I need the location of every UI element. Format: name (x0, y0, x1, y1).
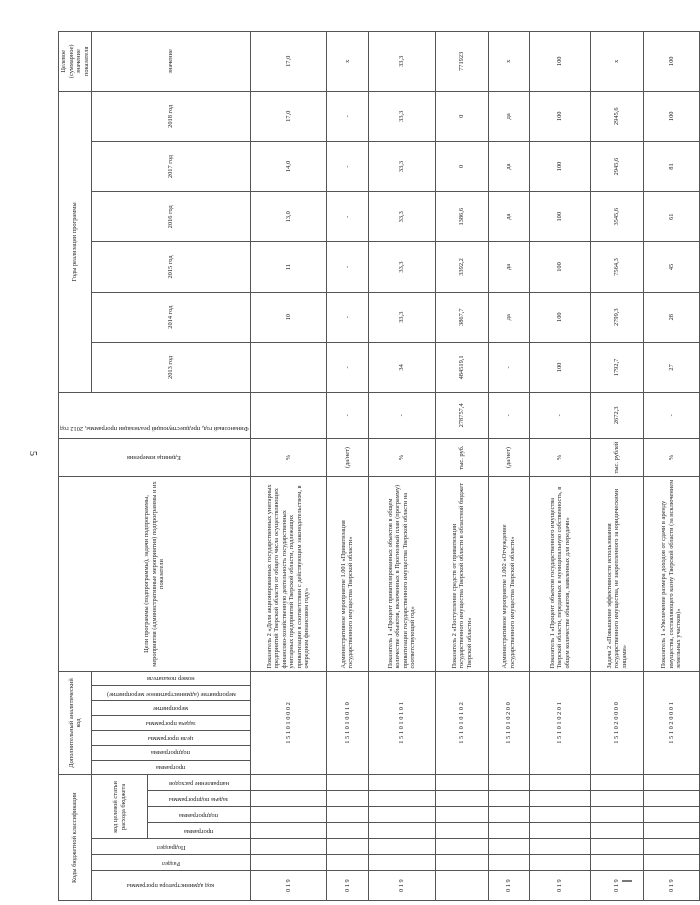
empty-code-cell (488, 855, 529, 871)
empty-code-cell (591, 855, 643, 871)
empty-code-cell (250, 839, 326, 855)
unit-cell: (да/нет) (327, 438, 368, 477)
empty-code-cell (436, 791, 488, 807)
analytic-code-cell: 1 5 1 0 2 0 0 0 1 (643, 671, 700, 775)
target-value-cell: x (591, 32, 643, 92)
year-value-cell: 33,3 (368, 141, 436, 191)
year-value-cell: 3545,6 (591, 192, 643, 242)
target-value-cell: x (327, 32, 368, 92)
empty-code-cell (368, 775, 436, 791)
base-year-cell: - (327, 393, 368, 439)
target-value-header: значение (92, 32, 251, 92)
year-value-cell: 33,3 (368, 91, 436, 141)
goal-description-cell: Показатель 1 «Увеличение размера доходов от сдачи в аренду имущества, составляющего казну Тверской области (за исключением земельных участков)» (643, 477, 700, 671)
target-group-header: Целевое (суммарное) значение показателя (59, 32, 92, 92)
year-value-cell: 33,3 (368, 292, 436, 342)
year-value-cell: 81 (643, 141, 700, 191)
year-value-cell: - (488, 342, 529, 392)
direction-code-label: направление расходов (168, 779, 230, 787)
subprogram-code-label: подпрограмма (179, 811, 219, 819)
extra-program-label: программа (156, 764, 186, 772)
subprogram-code-header (148, 807, 250, 823)
unit-cell: % (530, 438, 591, 477)
events-label: мероприятие (153, 704, 189, 712)
table-row (368, 32, 436, 901)
year-value-cell: 11 (250, 242, 326, 292)
year-value-cell: 7564,3 (591, 242, 643, 292)
analytic-code-cell: 1 5 1 0 1 0 0 1 0 (327, 671, 368, 775)
year-value-cell: 2945,6 (591, 91, 643, 141)
year-value-cell: - (327, 342, 368, 392)
analytic-code-cell: 1 5 1 0 1 0 0 0 2 (250, 671, 326, 775)
goals-column-header: Цели программы (подпрограммы), задачи подпрограммы, мероприятия (административные мероприятия) подпрограммы и их показатели (59, 477, 251, 671)
empty-code-cell (488, 807, 529, 823)
task-code-header (148, 791, 250, 807)
unit-cell: (да/нет) (488, 438, 529, 477)
year-value-cell: 100 (530, 242, 591, 292)
empty-code-cell (327, 807, 368, 823)
empty-code-cell (643, 791, 700, 807)
empty-code-cell (488, 775, 529, 791)
year-value-cell: да (488, 91, 529, 141)
program-goal-label: цели программы (148, 734, 194, 742)
empty-code-cell (530, 839, 591, 855)
subsection-label: Подраздел (156, 843, 186, 851)
program-code-header (148, 823, 250, 839)
year-value-cell: 17,0 (250, 91, 326, 141)
unit-cell: % (250, 438, 326, 477)
table-row (643, 32, 700, 901)
analytic-code-cell: 1 5 1 0 1 0 2 0 0 (488, 671, 529, 775)
empty-code-cell (368, 855, 436, 871)
empty-code-cell (327, 839, 368, 855)
empty-code-cell (591, 823, 643, 839)
year-value-cell: 0 (436, 141, 488, 191)
admin-code-cell: 0 1 9 (530, 871, 591, 901)
target-value-cell: 100 (643, 32, 700, 92)
year-value-cell: 3867,7 (436, 292, 488, 342)
year-value-cell: 100 (530, 192, 591, 242)
empty-code-cell (327, 823, 368, 839)
year-value-cell: - (327, 292, 368, 342)
section-header (92, 855, 251, 871)
program-goal-header (92, 730, 251, 745)
unit-cell: тыс. руб. (436, 438, 488, 477)
year-2017-header: 2017 год (92, 141, 251, 191)
table-row (250, 32, 326, 901)
section-label: Раздел (161, 859, 180, 867)
empty-code-cell (368, 823, 436, 839)
empty-code-cell (643, 775, 700, 791)
admin-events-label: мероприятие (административное мероприятие) (106, 691, 236, 699)
base-year-cell: 2672,3 (591, 393, 643, 439)
year-value-cell: 2945,6 (591, 141, 643, 191)
admin-code-cell: 0 1 9 (488, 871, 529, 901)
analytic-code-cell: 1 5 1 0 1 0 2 0 1 (530, 671, 591, 775)
indicator-num-header (92, 671, 251, 686)
base-year-cell: - (488, 393, 529, 439)
year-value-cell: 100 (530, 342, 591, 392)
empty-code-cell (368, 791, 436, 807)
empty-code-cell (436, 775, 488, 791)
empty-code-cell (488, 839, 529, 855)
year-value-cell: 100 (530, 141, 591, 191)
year-value-cell: 61 (643, 192, 700, 242)
empty-code-cell (643, 807, 700, 823)
table-row (591, 32, 643, 901)
extra-subprogram-label: подпрограмма (151, 749, 191, 757)
page-number: 5 (27, 451, 38, 456)
unit-column-header (59, 438, 251, 477)
unit-cell: % (368, 438, 436, 477)
year-value-cell: - (327, 192, 368, 242)
empty-code-cell (591, 839, 643, 855)
year-value-cell: 100 (530, 292, 591, 342)
table-row (530, 32, 591, 901)
target-item-code-header: код целевой статьи расхода бюджета (92, 775, 148, 839)
analytic-code-cell: 1 5 1 0 1 0 1 0 2 (436, 671, 488, 775)
empty-code-cell (488, 791, 529, 807)
goal-description-cell: Задача 2 «Повышение эффективности использования государственного имущества, не закрепленного за юридическими лицами» (591, 477, 643, 671)
empty-code-cell (643, 839, 700, 855)
year-value-cell: - (327, 242, 368, 292)
year-2018-header: 2018 год (92, 91, 251, 141)
year-value-cell: - (327, 91, 368, 141)
target-value-cell: 17,0 (250, 32, 326, 92)
admin-code-cell: 0 1 9 (591, 871, 643, 901)
rotated-table-container (58, 31, 683, 901)
admin-code-cell (436, 871, 488, 901)
admin-code-cell: 0 1 9 (327, 871, 368, 901)
year-value-cell: 0 (436, 91, 488, 141)
goal-description-cell: Показатель 1 «Процент объектов государственного имущества Тверской области, переданных в муниципальную собственность, в общем количестве объектов, заявленных для передачи» (530, 477, 591, 671)
year-value-cell: 3392,2 (436, 242, 488, 292)
empty-code-cell (591, 791, 643, 807)
goal-description-cell: Показатель 2 «Поступление средств от приватизации государственного имущества Тверской области в областной бюджет Тверской области» (436, 477, 488, 671)
analytic-code-cell: 1 5 1 0 1 0 1 0 1 (368, 671, 436, 775)
empty-code-cell (530, 791, 591, 807)
year-2013-header: 2013 год (92, 342, 251, 392)
events-header (92, 701, 251, 716)
empty-code-cell (530, 807, 591, 823)
scan-mark (622, 880, 632, 882)
admin-code-header (92, 871, 251, 901)
base-year-cell: 278757,4 (436, 393, 488, 439)
empty-code-cell (436, 839, 488, 855)
year-value-cell: 45 (643, 242, 700, 292)
empty-code-cell (327, 855, 368, 871)
year-value-cell: 100 (530, 91, 591, 141)
year-value-cell: - (327, 141, 368, 191)
year-value-cell: 100 (643, 91, 700, 141)
year-2014-header: 2014 год (92, 292, 251, 342)
target-value-cell: 33,3 (368, 32, 436, 92)
year-value-cell: 1386,6 (436, 192, 488, 242)
year-2015-header: 2015 год (92, 242, 251, 292)
goal-description-cell: Административное мероприятие 1.001 «Приватизация государственного имущества Тверской области» (327, 477, 368, 671)
admin-code-cell: 0 1 9 (368, 871, 436, 901)
admin-code-cell: 0 1 9 (643, 871, 700, 901)
table-row (488, 32, 529, 901)
table-row (436, 32, 488, 901)
base-year-cell: - (368, 393, 436, 439)
year-value-cell (250, 342, 326, 392)
empty-code-cell (530, 775, 591, 791)
program-indicators-table (58, 31, 700, 901)
direction-code-header (148, 775, 250, 791)
year-value-cell: 33,3 (368, 192, 436, 242)
empty-code-cell (368, 839, 436, 855)
years-group-header: Годы реализации программы (59, 91, 92, 392)
year-value-cell: 27 (643, 342, 700, 392)
year-value-cell: 484519,1 (436, 342, 488, 392)
empty-code-cell (250, 775, 326, 791)
task-code-label: задача подпрограммы (169, 795, 229, 803)
empty-code-cell (591, 807, 643, 823)
year-value-cell: 33,3 (368, 242, 436, 292)
empty-code-cell (436, 855, 488, 871)
year-2016-header: 2016 год (92, 192, 251, 242)
table-body (250, 32, 700, 901)
empty-code-cell (327, 791, 368, 807)
analytic-code-cell: 1 5 1 0 2 0 0 0 0 (591, 671, 643, 775)
empty-code-cell (488, 823, 529, 839)
program-task-label: задача программы (146, 719, 196, 727)
year-value-cell: да (488, 242, 529, 292)
extra-subprogram-header (92, 745, 251, 760)
extra-program-header (92, 760, 251, 775)
base-year-cell (250, 393, 326, 439)
unit-label: Единица измерения (127, 454, 182, 462)
subsection-header (92, 839, 251, 855)
target-value-cell: 771923 (436, 32, 488, 92)
year-value-cell: 10 (250, 292, 326, 342)
admin-events-header (92, 686, 251, 701)
unit-cell: тыс. рублей (591, 438, 643, 477)
year-value-cell: 13,0 (250, 192, 326, 242)
year-value-cell: 28 (643, 292, 700, 342)
extra-code-header: Дополнительный аналитический код (59, 671, 92, 775)
unit-cell: % (643, 438, 700, 477)
empty-code-cell (530, 823, 591, 839)
empty-code-cell (250, 791, 326, 807)
year-value-cell: да (488, 141, 529, 191)
year-value-cell: 14,0 (250, 141, 326, 191)
fin-year-label: Финансовый год, предшествующий реализации программы, 2012 год (60, 425, 249, 433)
empty-code-cell (368, 807, 436, 823)
fin-year-column-header (59, 393, 251, 439)
empty-code-cell (327, 775, 368, 791)
base-year-cell: - (530, 393, 591, 439)
year-value-cell: 1792,7 (591, 342, 643, 392)
base-year-cell: - (643, 393, 700, 439)
program-code-label: программа (184, 827, 214, 835)
empty-code-cell (643, 855, 700, 871)
year-value-cell: 34 (368, 342, 436, 392)
target-value-cell: 100 (530, 32, 591, 92)
goal-description-cell: Показатель 2 «Доля акционированных государственных унитарных предприятий Тверской области от общего числа осуществляющих финансово-хозяйственную деятельность государственных унитарных предприятий Тверской области, подлежащих приватизации в соответствии с действующим законодательством, в очередном финансовом году» (250, 477, 326, 671)
budget-codes-header: Коды бюджетной классификации (59, 775, 92, 901)
admin-code-label: код администратора программы (127, 882, 215, 890)
empty-code-cell (436, 823, 488, 839)
empty-code-cell (250, 823, 326, 839)
empty-code-cell (643, 823, 700, 839)
program-task-header (92, 716, 251, 731)
empty-code-cell (436, 807, 488, 823)
year-value-cell: да (488, 292, 529, 342)
goal-description-cell: Административное мероприятие 1.002 «Отчуждение государственного имущества Тверской области» (488, 477, 529, 671)
year-value-cell: 2799,3 (591, 292, 643, 342)
indicator-num-label: номер показателя (147, 675, 195, 683)
empty-code-cell (250, 807, 326, 823)
table-row (327, 32, 368, 901)
empty-code-cell (250, 855, 326, 871)
target-value-cell: x (488, 32, 529, 92)
empty-code-cell (591, 775, 643, 791)
goal-description-cell: Показатель 1 «Процент приватизированных объектов в общем количестве объектов, включенных в Прогнозный план (программу) приватизации государственного имущества Тверской области на соответствующий год» (368, 477, 436, 671)
admin-code-cell: 0 1 9 (250, 871, 326, 901)
year-value-cell: да (488, 192, 529, 242)
empty-code-cell (530, 855, 591, 871)
